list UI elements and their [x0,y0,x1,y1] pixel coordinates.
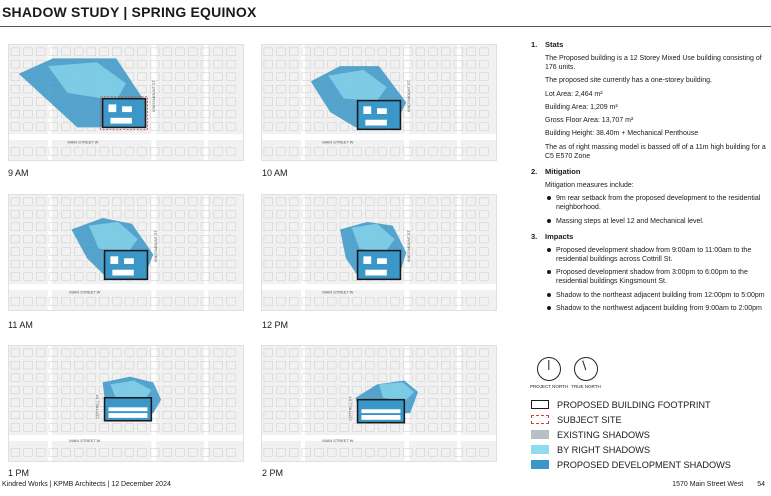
list-item: Proposed development shadow from 9:00am to 11:00am to the residential buildings across Cottrill St. [545,246,767,264]
road [457,45,461,160]
section-number: 3. [531,231,538,241]
street-label: KINGSMOUNT ST [152,80,157,113]
section-heading [531,232,767,242]
shadow-panel-9am [8,44,244,161]
section-heading [531,40,767,50]
page-number: 54 [757,481,765,488]
street-label: COTTRILL ST [95,394,100,419]
shadow-panel-1pm [8,345,244,462]
true-north-label: TRUE NORTH [571,384,601,389]
street-label: MAIN STREET W [69,438,101,443]
stats-paragraph: Building Height: 38.40m + Mechanical Penthouse [545,130,699,138]
panel-label-2pm: 2 PM [262,468,284,478]
true-north-indicator [564,357,608,389]
road [457,346,461,461]
panel-label-10am: 10 AM [262,168,288,178]
panel-label-12pm: 12 PM [262,320,289,330]
legend-item [531,457,731,472]
street-label: MAIN STREET W [322,140,354,145]
shadow-map-12pm [262,195,496,310]
footer-page-info [660,481,765,488]
legend-item [531,427,731,442]
shadow-map-1pm [9,346,243,461]
legend-label: SUBJECT SITE [557,414,622,425]
north-arrow-icon [537,357,561,381]
existing-shadow-swatch [531,430,549,439]
panel-label-11am: 11 AM [8,320,33,330]
page-title: SHADOW STUDY | SPRING EQUINOX [2,4,257,20]
impacts-section [531,232,767,313]
list-item: Proposed development shadow from 3:00pm to 6:00pm to the residential buildings Kingsmount St. [545,268,767,286]
mitigation-intro: Mitigation measures include: [545,181,634,189]
map-legend [531,397,731,472]
legend-label: PROPOSED DEVELOPMENT SHADOWS [557,459,731,470]
street-label: KINGSMOUNT ST [154,230,159,263]
proposed-shadow-swatch [531,460,549,469]
stats-paragraph: Building Area: 1,209 m² [545,103,618,111]
list-item: Massing steps at level 12 and Mechanical level. [545,217,767,226]
legend-item [531,412,731,427]
shadow-panel-12pm [261,194,497,311]
section-title: Impacts [545,231,574,241]
stats-paragraph: The as of right massing model is bassed off of a 11m high building for a C5 E570 Zone [545,143,766,160]
road [457,195,461,310]
section-title: Stats [545,40,564,49]
legend-label: EXISTING SHADOWS [557,429,650,440]
section-number: 1. [531,40,538,49]
stats-paragraph: The Proposed building is a 12 Storey Mixed Use building consisting of 176 units. [545,54,762,72]
list-item: Shadow to the northeast adjacent building from 12:00pm to 5:00pm [545,291,767,300]
shadow-panel-10am [261,44,497,161]
notes-column [531,40,767,319]
impacts-list [545,246,767,313]
project-north-label: PROJECT NORTH [529,384,569,389]
section-heading [531,167,767,177]
road [301,195,305,310]
title-divider [0,26,771,27]
subject-site-swatch [531,415,549,424]
stats-section [531,40,767,161]
legend-item [531,397,731,412]
legend-label: PROPOSED BUILDING FOOTPRINT [557,399,711,410]
road [204,346,208,461]
stats-paragraph: The proposed site currently has a one-storey building. [545,77,712,85]
list-item: 9m rear setback from the proposed development to the residential neighborhood. [545,194,767,212]
panel-label-9am: 9 AM [8,168,29,178]
street-label: MAIN STREET W [69,290,101,295]
street-label: MAIN STREET W [322,290,354,295]
by-right-shadow-swatch [531,445,549,454]
street-label: MAIN STREET W [67,140,99,145]
panel-label-1pm: 1 PM [8,468,30,478]
road [301,346,305,461]
street-label: KINGSMOUNT ST [407,230,412,263]
shadow-map-9am [9,45,243,160]
footprint-swatch [531,400,549,409]
shadow-panel-2pm [261,345,497,462]
shadow-map-2pm [262,346,496,461]
street-label: KINGSMOUNT ST [407,80,412,113]
mitigation-list [545,194,767,226]
street-label: COTTRILL ST [348,396,353,421]
road [301,45,305,160]
footer-address: 1570 Main Street West [672,481,744,488]
legend-label: BY RIGHT SHADOWS [557,444,651,455]
section-title: Mitigation [545,167,581,176]
road [204,45,208,160]
shadow-panel-11am [8,194,244,311]
mitigation-section [531,167,767,226]
road [204,195,208,310]
shadow-map-11am [9,195,243,310]
section-number: 2. [531,167,538,176]
north-arrow-icon [574,357,598,381]
road [48,346,52,461]
footer-credits: Kindred Works | KPMB Architects | 12 December 2024 [2,481,171,488]
shadow-map-10am [262,45,496,160]
stats-paragraph: Gross Floor Area: 13,707 m² [545,117,634,125]
legend-item [531,442,731,457]
stats-paragraph: Lot Area: 2,464 m² [545,90,603,98]
list-item: Shadow to the northwest adjacent building from 9:00am to 2:00pm [545,304,767,313]
road [48,195,52,310]
street-label: MAIN STREET W [322,438,354,443]
